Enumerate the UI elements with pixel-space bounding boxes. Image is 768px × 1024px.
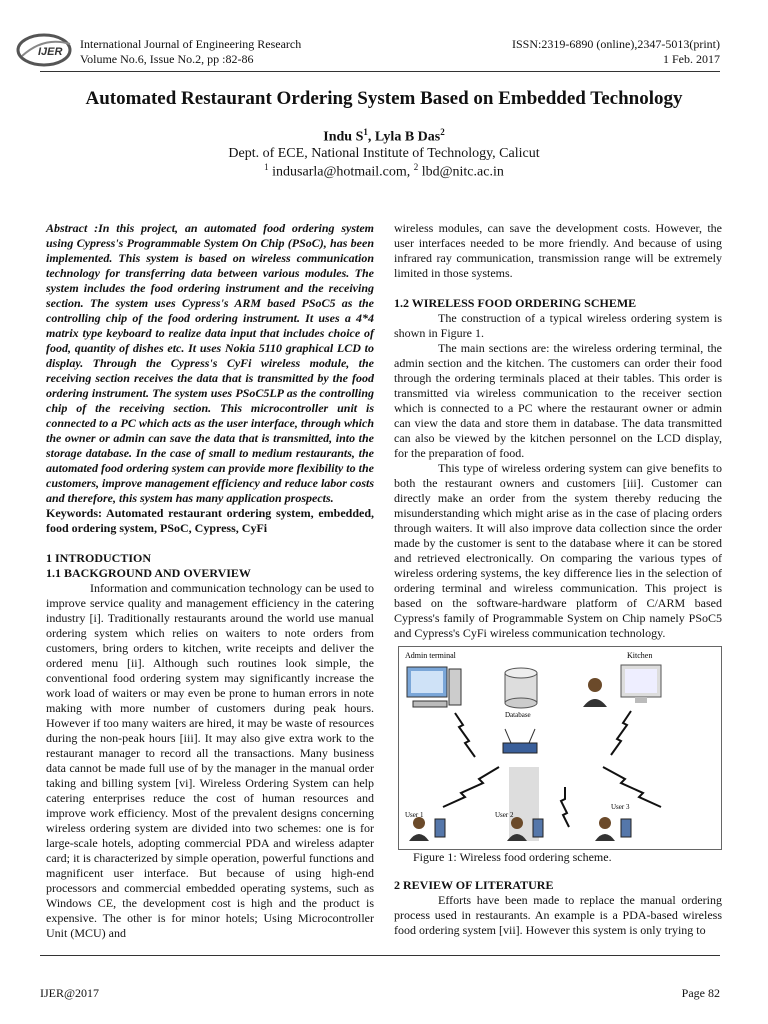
abstract: Abstract :In this project, an automated food ordering system using Cypress's Programmable System On Chip (PSoC), has been implemented. This system is based on wireless communication technology for transferring data between various modules. The system includes the food ordering instrument and the receiving section. The system uses Cypress's ARM based PSoC5 as the controlling chip of the food ordering instrument. It uses a 4*4 matrix type keyboard to realize data input that includes choice of food, quantity of dishes etc. It uses Nokia 5110 graphical LCD to display. Through the Cypress's CyFi wireless module, the receiving section receives the data that is transmitted by the food ordering instrument. The system uses PSoC5LP as the controlling chip of the receiving section. This microcontroller unit is connected to a PC which acts as the user interface, through which the owner or admin can save the data that is transmitted, into the storage database. In the case of small to medium restaurants, the automated food ordering system can provide more flexibility to the customers, improve management efficiency and reduce labor costs and therefore, this system has many application prospects. [46,221,374,505]
section-1-1-heading: 1.1 BACKGROUND AND OVERVIEW [46,566,251,580]
author-2-sup: 2 [440,127,445,137]
journal-name: International Journal of Engineering Research [80,37,302,51]
right-paragraph-2: The main sections are: the wireless ordering terminal, the admin section and the kitchen. The customers can order their food through the ordering terminals placed at their tables. This order is transmitted via wireless communication to the receiver section which is connected to a PC where the restaurant owner or admin can view the data and store them in database. The data transmitted can also be viewed by the kitchen personnel on the LCD display, for the preparation of food. [394,341,722,460]
right-paragraph-1: The construction of a typical wireless ordering system is shown in Figure 1. [394,311,722,340]
journal-issn-block [512,37,720,67]
section-1-heading: 1 INTRODUCTION [46,551,152,565]
email-2-sup: 2 [413,162,419,172]
figure-1 [398,646,722,850]
user-2-icon [507,767,543,841]
admin-pc-icon [407,667,461,707]
logo-text: IJER [38,46,63,58]
keywords: Keywords: Automated restaurant ordering system, embedded, food ordering system, PSoC, Cypress, CyFi [46,506,374,535]
email-1: indusarla@hotmail.com, [268,164,414,180]
left-column [46,221,374,941]
page-number: Page 82 [681,986,720,1000]
user-3-icon [595,817,631,841]
author-1-sup: 1 [363,127,368,137]
journal-logo [16,32,76,68]
figure-1-caption: Figure 1: Wireless food ordering scheme. [413,850,612,864]
author-1: Indu S [323,129,364,145]
section-1-2-heading: 1.2 WIRELESS FOOD ORDERING SCHEME [394,296,637,310]
publication-date: 1 Feb. 2017 [663,52,720,66]
database-icon [505,668,537,708]
author-2: Lyla B Das [374,129,441,145]
email-1-sup: 1 [264,162,269,172]
footer-journal: IJER@2017 [40,986,100,1000]
authors [0,127,768,146]
paper-title: Automated Restaurant Ordering System Based on Embedded Technology [85,88,683,109]
kitchen-display-icon [621,665,661,703]
right-paragraph-0: wireless modules, can save the development costs. However, the user interfaces needed to be more friendly. And because of using infrared ray communication, transmission range will be extremely limited in those systems. [394,221,722,280]
author-separator: , [367,129,375,145]
affiliation: Dept. of ECE, National Institute of Technology, Calicut [228,146,540,161]
kitchen-person-icon [583,678,607,707]
header-rule [40,71,720,72]
section-2-heading: 2 REVIEW OF LITERATURE [394,878,554,892]
label-user-1: User 1 [405,811,424,819]
journal-header [80,37,301,67]
label-user-2: User 2 [495,811,514,819]
right-column-bottom [394,878,722,938]
intro-paragraph: Information and communication technology can be used to improve service quality and management efficiency in the catering industry [i]. Traditionally restaurants around the world use manual ordering system which relies on waiters to note orders from customers, bring orders to kitchen, write receipts and deliver the ordered menu [ii]. Although such routines look simple, the conventional food ordering system may significantly increase the work load of waiters or may even be prone to human errors in note making with more number of customers during peak hours. However if too many waiters are hired, it may be waste of resources during the non-peak hours [iii]. It may also give extra work to the restaurant manager to record all the transactions. Many business data cannot be made full use of by the manager in the manual order taking and billing system [vi]. Wireless Ordering System can help catering enterprises reduce the cost of human resources and improve work efficiency. Most of the prevalent designs concerning wireless ordering system are divided into two schemes: one is for large-scale hotels, adopting commercial PDA and wireless adapter card; it is characterized by simple operation, powerful functions and magnificent user interface. But because of using high-end processors and commercial embedded operating systems, such as Windows CE, the development cost is high and the product is expensive. The other is for minor hotels; Using Microcontroller Unit (MCU) and [46,581,374,940]
label-admin-terminal: Admin terminal [405,651,456,660]
email-2: lbd@nitc.ac.in [418,164,504,180]
label-user-3: User 3 [611,803,630,811]
router-icon [503,729,537,753]
footer-rule [40,955,720,956]
journal-volume: Volume No.6, Issue No.2, pp :82-86 [80,52,254,66]
issn: ISSN:2319-6890 (online),2347-5013(print) [512,37,720,51]
user-1-icon [409,817,445,841]
label-database: Database [505,711,531,719]
right-paragraph-3: This type of wireless ordering system can give benefits to both the restaurant owners and customers [iii]. Customer can directly make an order from the system thereby reducing the misunderstanding which might arise as in the case of placing orders through waiters. It will also improve data collection since the order made by the customer is sent to the database where it can be stored and retrieved electronically. On comparing the various types of wireless ordering systems, the key difference lies in the selection of ordering terminal and wireless communication. This project is based on the software-hardware platform of C/ARM based Cypress's family of Programmable System on Chip namely PSoC5 and Cypress's CyFi wireless communication technology. [394,461,722,640]
right-column [394,221,722,641]
emails [0,162,768,181]
label-kitchen: Kitchen [627,651,653,660]
right-paragraph-4: Efforts have been made to replace the manual ordering process used in restaurants. An example is a PDA-based wireless food ordering system [vii]. However this system is only trying to [394,893,722,937]
